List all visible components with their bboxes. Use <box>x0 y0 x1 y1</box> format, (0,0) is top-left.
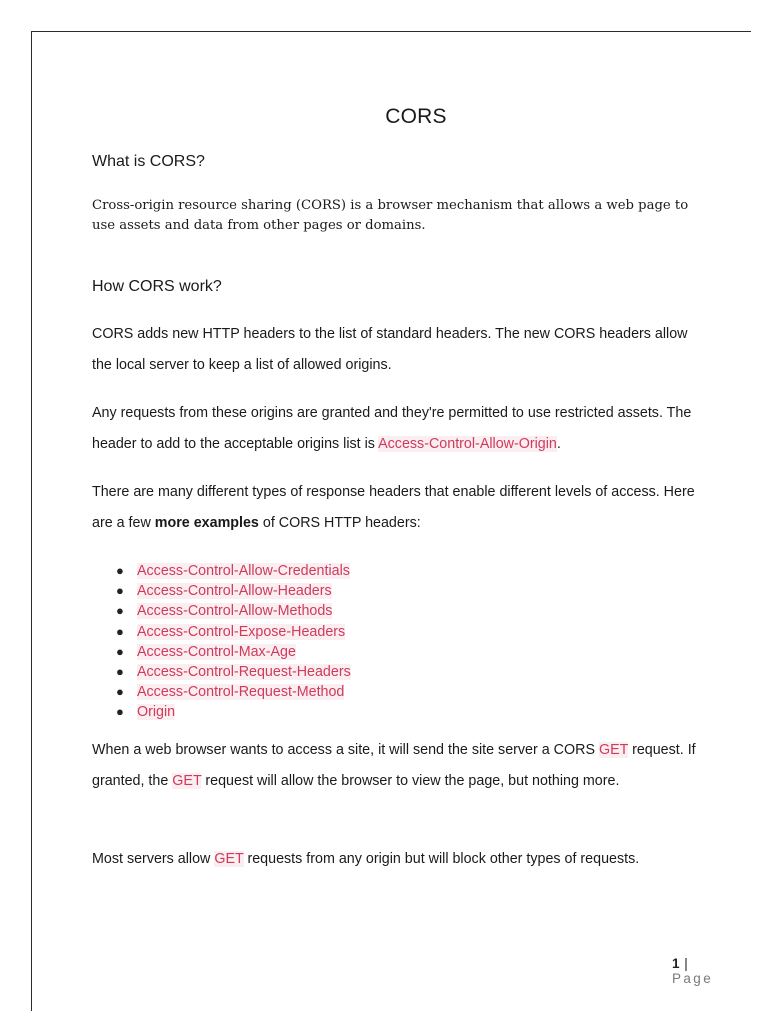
list-item <box>116 642 351 662</box>
bullet-icon: ● <box>116 664 124 680</box>
code-header-name: Access-Control-Allow-Headers <box>137 583 332 600</box>
intro-paragraph: Cross-origin resource sharing (CORS) is a browser mechanism that allows a web page to use assets and data from other pages or domains. <box>92 198 689 233</box>
list-item <box>116 702 351 722</box>
code-header-name: Access-Control-Max-Age <box>137 643 296 660</box>
list-item <box>116 601 351 621</box>
code-get: GET <box>598 742 629 758</box>
code-access-control-allow-origin: Access-Control-Allow-Origin <box>378 436 557 452</box>
bullet-icon: ● <box>116 623 124 639</box>
bullet-icon: ● <box>116 563 124 578</box>
code-header-name: Access-Control-Allow-Methods <box>137 603 333 620</box>
bullet-icon: ● <box>116 704 124 720</box>
list-item <box>116 662 351 682</box>
paragraph-header-types <box>92 477 702 539</box>
page-footer <box>672 956 713 986</box>
paragraph-text: requests from any origin but will block other types of requests. <box>243 851 640 867</box>
document-page <box>31 31 751 1011</box>
code-header-name: Origin <box>137 704 176 721</box>
code-header-name: Access-Control-Allow-Credentials <box>137 563 350 579</box>
list-item <box>116 622 351 642</box>
bullet-icon: ● <box>116 583 124 599</box>
paragraph-server-policy <box>92 844 702 875</box>
list-item <box>116 581 351 601</box>
page-number: 1 <box>672 956 681 971</box>
footer-separator: | <box>680 956 689 971</box>
paragraph-text: request will allow the browser to view the page, but nothing more. <box>201 773 620 789</box>
paragraph-headers-intro: CORS adds new HTTP headers to the list of standard headers. The new CORS headers allow the local server to keep a list of allowed origins. <box>92 326 688 373</box>
bold-more-examples: more examples <box>154 515 259 531</box>
paragraph-get-request <box>92 735 702 797</box>
paragraph-text: request. If granted, the <box>92 742 696 789</box>
code-header-name: Access-Control-Request-Headers <box>137 664 351 681</box>
page-label: Page <box>672 971 714 986</box>
list-item <box>116 561 351 581</box>
code-get: GET <box>214 851 244 867</box>
paragraph-text: Most servers allow <box>92 851 215 867</box>
paragraph-text: Any requests from these origins are granted and they're permitted to use restricted assets. The header to add to the acceptable origins list is <box>92 405 692 452</box>
bullet-icon: ● <box>116 684 124 700</box>
code-header-name: Access-Control-Request-Method <box>137 684 345 701</box>
document-title: CORS <box>385 105 447 128</box>
code-header-name: Access-Control-Expose-Headers <box>137 623 346 640</box>
heading-what-is-cors: What is CORS? <box>92 153 205 170</box>
heading-how-cors-work: How CORS work? <box>92 278 222 295</box>
paragraph-allowed-origins <box>92 398 702 460</box>
paragraph-text: of CORS HTTP headers: <box>258 515 421 531</box>
bullet-icon: ● <box>116 603 124 619</box>
list-item <box>116 682 351 702</box>
code-get: GET <box>172 773 202 789</box>
cors-headers-list <box>116 561 351 723</box>
bullet-icon: ● <box>116 643 124 659</box>
paragraph-text: . <box>556 436 561 452</box>
paragraph-text: There are many different types of response headers that enable different levels of access. Here are a few <box>92 484 695 531</box>
paragraph-text: When a web browser wants to access a site, it will send the site server a CORS <box>92 742 599 758</box>
